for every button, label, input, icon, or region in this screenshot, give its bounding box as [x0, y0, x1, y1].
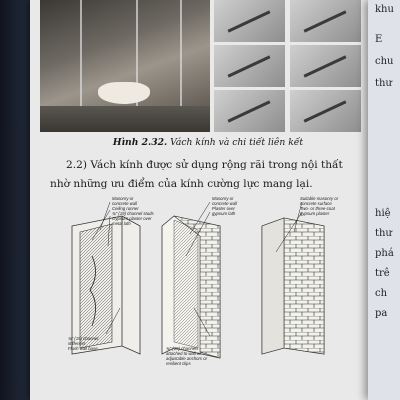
caption-number: Hình 2.32. [112, 137, 168, 148]
bathtub [98, 82, 150, 104]
next-page-fragment: khu [375, 4, 394, 15]
next-page-fragment: phá [375, 248, 394, 259]
next-page-edge [368, 0, 400, 400]
next-page-fragment: ch [375, 288, 388, 299]
detail-photo [214, 90, 285, 132]
next-page-fragment: chu [375, 56, 394, 67]
floor [40, 106, 210, 132]
diagram-right [262, 218, 324, 354]
body-paragraph: 2.2) Vách kính được sử dụng rộng rãi trong nội thất nhờ những ưu điểm của kính cường lực mang lại. [50, 159, 343, 190]
detail-photo [290, 0, 361, 42]
left-label-1: Masonry or concrete wall Ceiling runner ¾" (19) channel studs Gypsum plaster over metal lath [112, 196, 154, 226]
wall-diagrams [62, 196, 339, 370]
caption-text: Vách kính và chi tiết liên kết [170, 137, 304, 148]
left-bottom-labels: ¾" (19) channel stiffeners Flush wall base [68, 336, 99, 351]
figure-caption [68, 137, 348, 148]
middle-bottom-labels: ¾" (19) channels attached to wall w/ adjustable anchors or resilient clips [166, 346, 208, 366]
detail-photo [214, 0, 285, 42]
diagram-middle [162, 216, 220, 358]
next-page-fragment: hiệ [375, 208, 391, 219]
next-page-fragment: thư [375, 78, 392, 89]
photo-grid-connection-details [214, 0, 361, 132]
detail-photo [290, 45, 361, 87]
next-page-fragment: thư [375, 228, 392, 239]
detail-photo [214, 45, 285, 87]
detail-photo [290, 90, 361, 132]
photo-glass-partition [40, 0, 210, 132]
next-page-fragment: E [375, 34, 383, 45]
next-page-fragment: trê [375, 268, 390, 279]
right-labels: Suitable masonry or concrete surface Two- or three-coat gypsum plaster [300, 196, 339, 216]
wall-section-drawings [62, 196, 332, 366]
next-page-fragment: pa [375, 308, 388, 319]
middle-labels: Masonry or concrete wall Plaster over gypsum lath [212, 196, 238, 216]
diagram-left [72, 216, 140, 354]
